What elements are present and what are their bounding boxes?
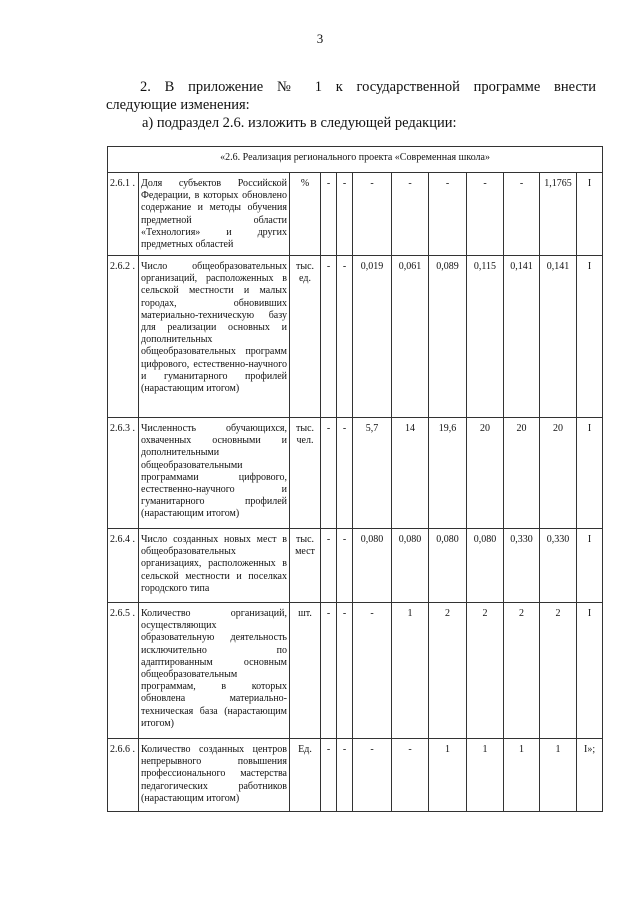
table-row bbox=[108, 418, 603, 529]
page-number: 3 bbox=[316, 31, 324, 46]
unit: шт. bbox=[290, 603, 321, 739]
indicator-name: Количество организаций, осуществляющих образовательную деятельность исключительно по адаптированным основным общеобразовательным программам, в которых обновлена материально-техническая база (нарастающим итогом) bbox=[139, 603, 290, 739]
code: I bbox=[577, 603, 603, 739]
row-number: 2.6.3 . bbox=[108, 418, 139, 529]
cell: - bbox=[321, 256, 337, 418]
value: 1 bbox=[392, 603, 429, 739]
value: - bbox=[353, 739, 392, 812]
unit: тыс. ед. bbox=[290, 256, 321, 418]
paragraph-1-continuation: следующие изменения: bbox=[106, 97, 250, 113]
cell: - bbox=[337, 529, 353, 603]
value: - bbox=[353, 603, 392, 739]
row-number: 2.6.2 . bbox=[108, 256, 139, 418]
cell: - bbox=[337, 603, 353, 739]
indicator-name: Число созданных новых мест в общеобразовательных организациях, расположенных в сельской местности и поселках городского типа bbox=[139, 529, 290, 603]
value: 1 bbox=[467, 739, 504, 812]
value: - bbox=[353, 173, 392, 256]
cell: - bbox=[337, 418, 353, 529]
value: - bbox=[429, 173, 467, 256]
value: 1 bbox=[540, 739, 577, 812]
value: - bbox=[504, 173, 540, 256]
value: 2 bbox=[429, 603, 467, 739]
row-number: 2.6.6 . bbox=[108, 739, 139, 812]
cell: - bbox=[321, 603, 337, 739]
value: 2 bbox=[504, 603, 540, 739]
cell: - bbox=[337, 256, 353, 418]
indicator-name: Количество созданных центров непрерывного повышения профессионального мастерства педагогических работников (нарастающим итогом) bbox=[139, 739, 290, 812]
indicator-name: Число общеобразовательных организаций, расположенных в сельской местности и малых городах, обновивших материально-техническую базу для реализации основных и дополнительных общеобразовательных программ цифрового, естественно-научного и гуманитарного профилей (нарастающим итогом) bbox=[139, 256, 290, 418]
value: 0,080 bbox=[429, 529, 467, 603]
table-row bbox=[108, 256, 603, 418]
cell: - bbox=[337, 739, 353, 812]
value: 0,141 bbox=[540, 256, 577, 418]
value: 5,7 bbox=[353, 418, 392, 529]
cell: - bbox=[321, 529, 337, 603]
paragraph-2: а) подраздел 2.6. изложить в следующей редакции: bbox=[142, 115, 457, 131]
code: I bbox=[577, 418, 603, 529]
value: 0,089 bbox=[429, 256, 467, 418]
value: 1 bbox=[504, 739, 540, 812]
indicators-table bbox=[107, 146, 603, 812]
unit: тыс. чел. bbox=[290, 418, 321, 529]
row-number: 2.6.4 . bbox=[108, 529, 139, 603]
table-row bbox=[108, 529, 603, 603]
value: 20 bbox=[467, 418, 504, 529]
code: I bbox=[577, 173, 603, 256]
value: 0,330 bbox=[504, 529, 540, 603]
unit: % bbox=[290, 173, 321, 256]
value: 1,1765 bbox=[540, 173, 577, 256]
table-row bbox=[108, 173, 603, 256]
value: 0,330 bbox=[540, 529, 577, 603]
value: 0,141 bbox=[504, 256, 540, 418]
code: I»; bbox=[577, 739, 603, 812]
row-number: 2.6.1 . bbox=[108, 173, 139, 256]
value: 0,061 bbox=[392, 256, 429, 418]
value: 0,080 bbox=[353, 529, 392, 603]
cell: - bbox=[321, 739, 337, 812]
value: 2 bbox=[540, 603, 577, 739]
row-number: 2.6.5 . bbox=[108, 603, 139, 739]
paragraph-1: 2. В приложение № 1 к государственной программе внести bbox=[140, 79, 596, 95]
value: 0,115 bbox=[467, 256, 504, 418]
code: I bbox=[577, 256, 603, 418]
cell: - bbox=[321, 418, 337, 529]
value: - bbox=[467, 173, 504, 256]
table-row bbox=[108, 739, 603, 812]
table-row bbox=[108, 603, 603, 739]
value: 20 bbox=[504, 418, 540, 529]
value: 0,019 bbox=[353, 256, 392, 418]
value: 19,6 bbox=[429, 418, 467, 529]
table-header: «2.6. Реализация регионального проекта «Современная школа» bbox=[108, 147, 603, 173]
value: 0,080 bbox=[467, 529, 504, 603]
value: 1 bbox=[429, 739, 467, 812]
value: - bbox=[392, 173, 429, 256]
value: - bbox=[392, 739, 429, 812]
indicator-name: Доля субъектов Российской Федерации, в которых обновлено содержание и методы обучения предметной области «Технология» и других предметных областей bbox=[139, 173, 290, 256]
value: 0,080 bbox=[392, 529, 429, 603]
value: 2 bbox=[467, 603, 504, 739]
code: I bbox=[577, 529, 603, 603]
unit: Ед. bbox=[290, 739, 321, 812]
value: 14 bbox=[392, 418, 429, 529]
cell: - bbox=[321, 173, 337, 256]
indicator-name: Численность обучающихся, охваченных основными и дополнительными общеобразовательными программами цифрового, естественно-научного и гуманитарного профилей (нарастающим итогом) bbox=[139, 418, 290, 529]
value: 20 bbox=[540, 418, 577, 529]
unit: тыс. мест bbox=[290, 529, 321, 603]
cell: - bbox=[337, 173, 353, 256]
